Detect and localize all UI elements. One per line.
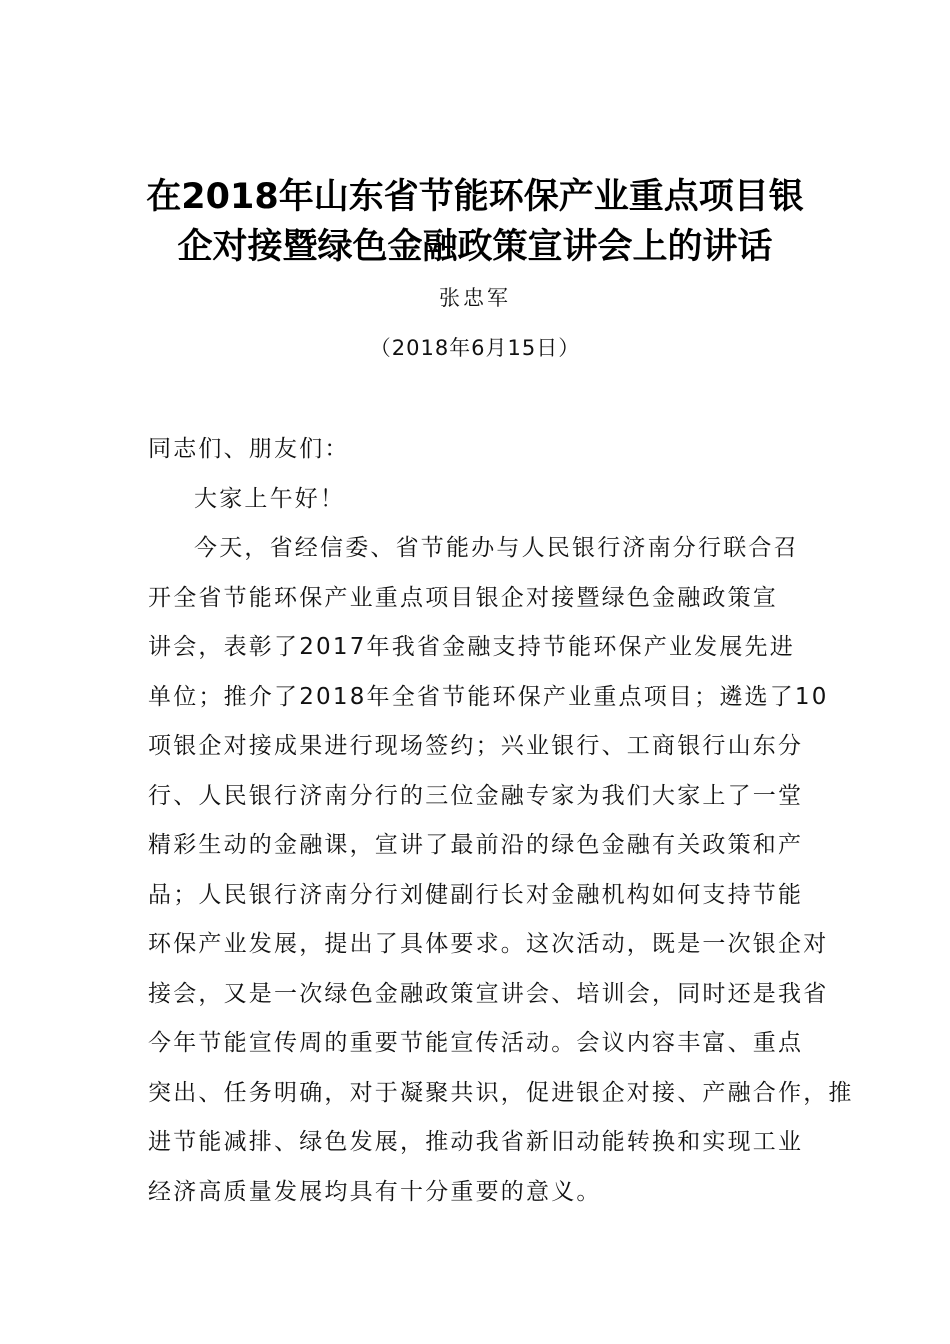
paragraph-line: 精彩生动的金融课，宣讲了最前沿的绿色金融有关政策和产 [148, 832, 804, 858]
salutation: 同志们、朋友们： [148, 436, 350, 462]
paragraph-line: 今年节能宣传周的重要节能宣传活动。会议内容丰富、重点 [148, 1030, 804, 1056]
speech-date: （2018年6月15日） [369, 336, 581, 360]
paragraph-line: 行、人民银行济南分行的三位金融专家为我们大家上了一堂 [148, 783, 804, 809]
paragraph-line: 经济高质量发展均具有十分重要的意义。 [148, 1179, 602, 1205]
paragraph-line: 单位；推介了2018年全省节能环保产业重点项目；遴选了10 [148, 684, 829, 710]
author-name: 张忠军 [439, 286, 511, 310]
paragraph-line: 今天，省经信委、省节能办与人民银行济南分行联合召 [194, 535, 799, 561]
paragraph-line: 接会，又是一次绿色金融政策宣讲会、培训会，同时还是我省 [148, 981, 829, 1007]
paragraph-line: 品；人民银行济南分行刘健副行长对金融机构如何支持节能 [148, 882, 804, 908]
paragraph-line: 讲会，表彰了2017年我省金融支持节能环保产业发展先进 [148, 634, 795, 660]
paragraph-line: 突出、任务明确，对于凝聚共识，促进银企对接、产融合作，推 [148, 1080, 854, 1106]
paragraph-line: 进节能减排、绿色发展，推动我省新旧动能转换和实现工业 [148, 1129, 804, 1155]
document-title-line-2: 企对接暨绿色金融政策宣讲会上的讲话 [177, 227, 773, 267]
paragraph-line: 项银企对接成果进行现场签约；兴业银行、工商银行山东分 [148, 733, 804, 759]
paragraph-line: 开全省节能环保产业重点项目银企对接暨绿色金融政策宣 [148, 585, 778, 611]
document-title-line-1: 在2018年山东省节能环保产业重点项目银 [146, 177, 804, 217]
paragraph-line: 环保产业发展，提出了具体要求。这次活动，既是一次银企对 [148, 931, 829, 957]
greeting: 大家上午好！ [194, 486, 346, 512]
